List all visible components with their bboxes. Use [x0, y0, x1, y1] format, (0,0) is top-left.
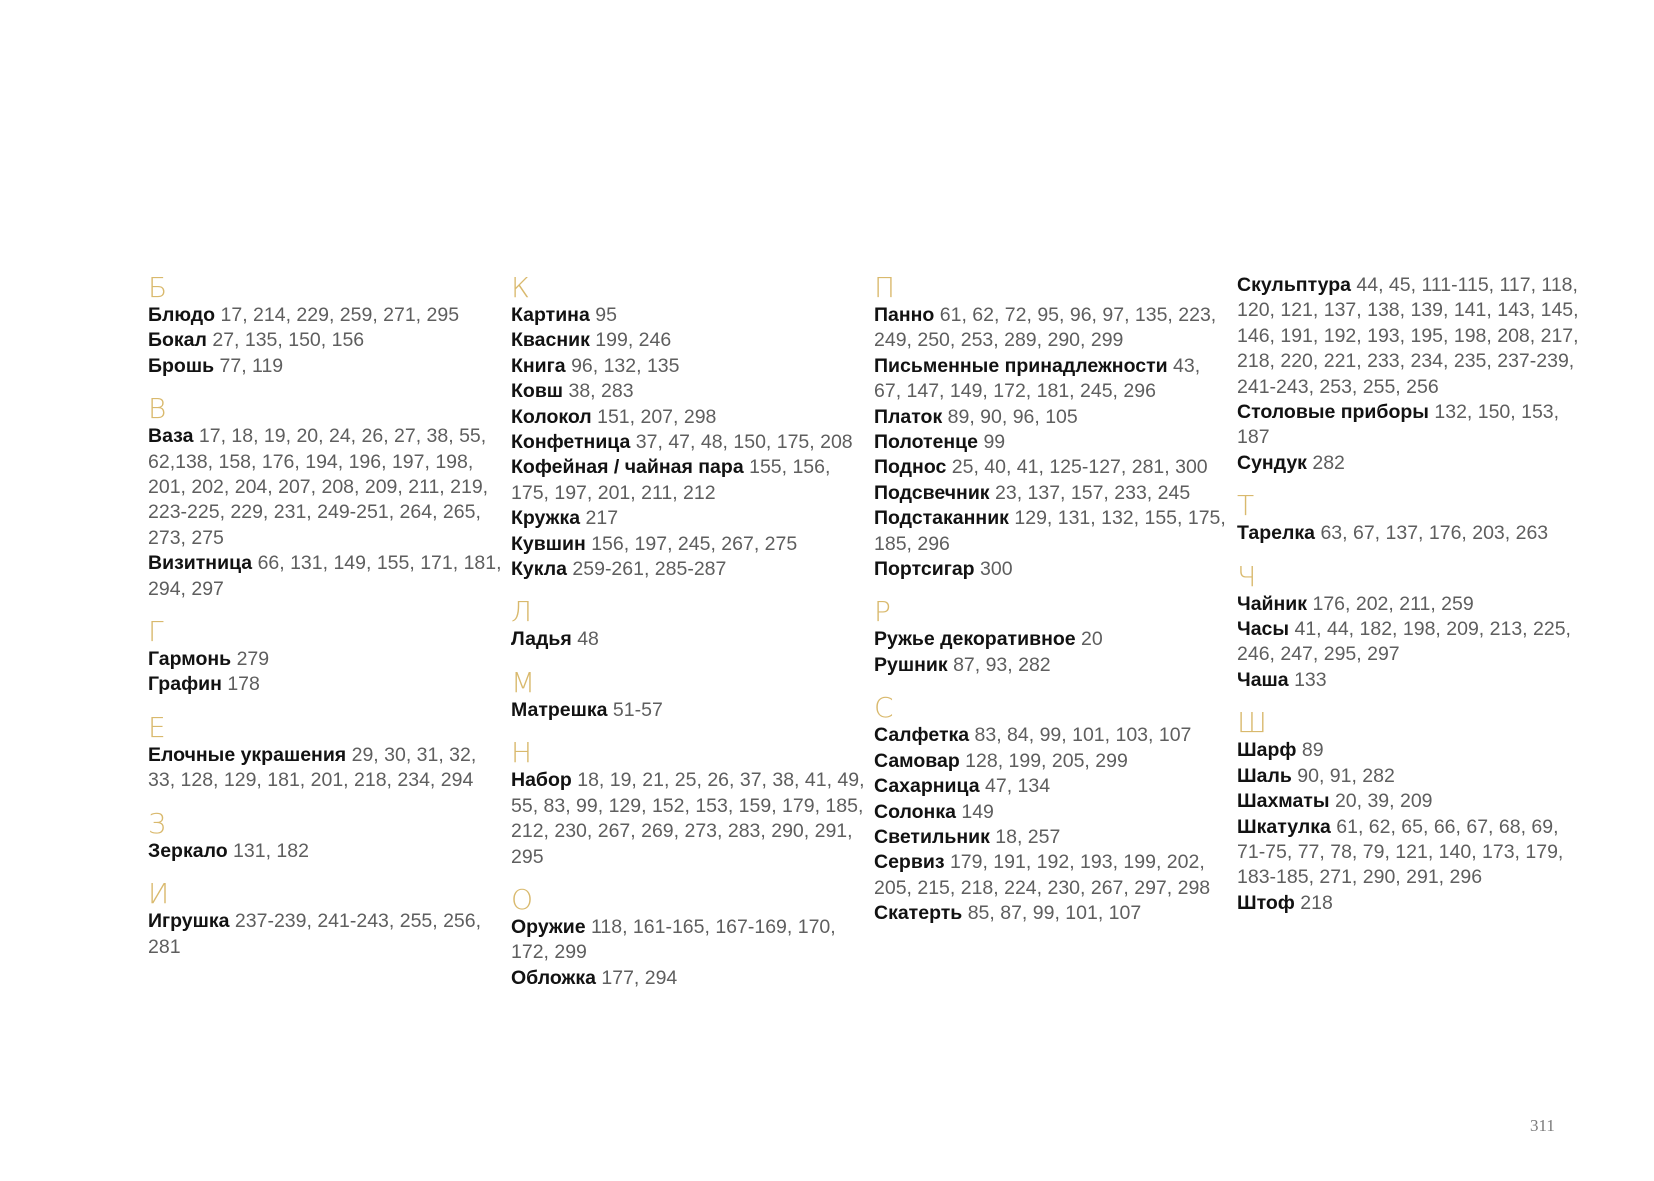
- index-section: [511, 738, 874, 870]
- entry-pages: 20: [1081, 628, 1103, 651]
- entry-term: Сервиз: [874, 851, 945, 874]
- entry-term: Кукла: [511, 558, 567, 581]
- entry-pages: 89: [1301, 739, 1324, 762]
- entry-term: Солонка: [874, 800, 956, 823]
- section-letter: Ч: [1237, 559, 1257, 593]
- entry-pages: 99: [983, 431, 1006, 454]
- index-entry: [1237, 815, 1600, 891]
- index-entry: [874, 749, 1237, 774]
- entry-term: Сахарница: [874, 775, 980, 798]
- entry-term: Кофейная / чайная пара: [511, 456, 744, 479]
- page-number: 311: [1530, 1116, 1555, 1135]
- entry-term: Кружка: [511, 507, 581, 530]
- entry-term: Ружье декоративное: [874, 628, 1076, 651]
- entry-term: Зеркало: [148, 839, 228, 862]
- index-entry: [1237, 273, 1600, 400]
- entry-term: Столовые приборы: [1237, 401, 1429, 424]
- entry-term: Шаль: [1237, 764, 1292, 787]
- entry-term: Тарелка: [1237, 522, 1316, 545]
- entry-pages: 89, 90, 96, 105: [947, 405, 1078, 428]
- entry-pages: 27, 135, 150, 156: [212, 329, 365, 352]
- entry-term: Рушник: [874, 653, 948, 676]
- index-section: [511, 665, 874, 723]
- index-section: [148, 273, 511, 379]
- entry-term: Конфетница: [511, 431, 631, 454]
- entry-pages: 47, 134: [985, 775, 1051, 798]
- entry-pages: 85, 87, 99, 101, 107: [967, 902, 1142, 925]
- index-entry: [511, 303, 874, 328]
- entry-term: Матрешка: [511, 698, 608, 721]
- section-letter: Р: [874, 595, 891, 629]
- entry-term: Картина: [511, 304, 590, 326]
- index-section: [1237, 708, 1600, 916]
- entry-term: Чаша: [1237, 668, 1289, 691]
- index-entry: [511, 768, 874, 870]
- entry-pages: 178: [227, 673, 260, 696]
- entry-pages: 300: [980, 558, 1013, 581]
- entry-pages: 41, 44, 182, 198, 209, 213, 225, 246, 247, 295, 297: [1237, 618, 1571, 666]
- index-entry: [511, 915, 874, 966]
- index-section: [1237, 273, 1600, 476]
- index-entry: [874, 506, 1237, 557]
- index-section: [1237, 559, 1600, 694]
- index-entry: [874, 354, 1237, 405]
- entry-pages: 131, 182: [233, 839, 309, 862]
- index-section: [148, 617, 511, 698]
- index-entry: [874, 481, 1237, 506]
- section-letter: Б: [148, 271, 168, 304]
- index-entry: [511, 698, 874, 723]
- index-entry: [1237, 400, 1600, 451]
- index-entry: [148, 551, 511, 602]
- entry-pages: 155, 156, 175, 197, 201, 211, 212: [511, 456, 831, 504]
- index-entry: [874, 850, 1237, 901]
- entry-term: Сундук: [1237, 451, 1307, 474]
- index-entry: [874, 800, 1237, 825]
- entry-pages: 29, 30, 31, 32, 33, 128, 129, 181, 201, 218, 234, 294: [148, 743, 477, 792]
- entry-pages: 83, 84, 99, 101, 103, 107: [974, 724, 1192, 747]
- index-entry: [511, 328, 874, 353]
- entry-term: Платок: [874, 405, 943, 428]
- index-entry: [1237, 789, 1600, 814]
- entry-term: Письменные принадлежности: [874, 354, 1168, 377]
- entry-pages: 96, 132, 135: [571, 354, 680, 377]
- section-letter: К: [511, 271, 530, 304]
- index-section: [1237, 491, 1600, 546]
- section-letter: О: [511, 882, 534, 916]
- entry-term: Ваза: [148, 425, 194, 448]
- entry-pages: 18, 19, 21, 25, 26, 37, 38, 41, 49, 55, 83, 99, 129, 152, 153, 159, 179, 185, 212, 230, 267, 269, 273, 283, 290, 291, 295: [511, 769, 865, 868]
- entry-pages: 118, 161-165, 167-169, 170, 172, 299: [511, 915, 836, 964]
- entry-pages: 179, 191, 192, 193, 199, 202, 205, 215, 218, 224, 230, 267, 297, 298: [874, 851, 1211, 899]
- index-entry: [148, 839, 511, 864]
- entry-term: Светильник: [874, 825, 990, 848]
- section-letter: В: [148, 392, 167, 426]
- section-letter: Т: [1237, 489, 1255, 523]
- entry-pages: 43, 67, 147, 149, 172, 181, 245, 296: [874, 354, 1201, 403]
- index-entry: [1237, 668, 1600, 693]
- section-letter: Л: [511, 595, 533, 629]
- entry-pages: 44, 45, 111-115, 117, 118, 120, 121, 137, 138, 139, 141, 143, 145, 146, 191, 192, 193, 195, 198, 208, 217, 218, 220, 221, 233, 234, 235, 237-239, 241-243, 253, 255, 256: [1237, 274, 1579, 398]
- index-section: [874, 597, 1237, 678]
- index-column: [1237, 273, 1600, 931]
- entry-term: Салфетка: [874, 724, 970, 747]
- index-section: [511, 882, 874, 991]
- index-section: [148, 879, 511, 960]
- section-letter: С: [874, 691, 894, 725]
- entry-pages: 18, 257: [995, 825, 1061, 848]
- index-section: [511, 597, 874, 652]
- section-letter: Е: [148, 710, 166, 744]
- entry-pages: 176, 202, 211, 259: [1312, 592, 1474, 615]
- index-entry: [511, 506, 874, 531]
- index-entry: [1237, 764, 1600, 789]
- section-letter: И: [148, 877, 170, 911]
- index-entry: [148, 424, 511, 551]
- entry-pages: 77, 119: [219, 354, 284, 377]
- index-column: [148, 273, 511, 975]
- index-column: [874, 273, 1237, 942]
- entry-term: Штоф: [1237, 891, 1295, 914]
- index-entry: [874, 455, 1237, 480]
- entry-term: Елочные украшения: [148, 743, 347, 766]
- entry-term: Графин: [148, 673, 222, 696]
- entry-term: Блюдо: [148, 304, 216, 326]
- entry-pages: 87, 93, 282: [953, 653, 1051, 676]
- entry-pages: 132, 150, 153, 187: [1237, 401, 1560, 449]
- entry-term: Шахматы: [1237, 790, 1330, 813]
- entry-pages: 37, 47, 48, 150, 175, 208: [635, 431, 853, 454]
- index-entry: [874, 405, 1237, 430]
- index-section: [148, 806, 511, 864]
- entry-pages: 156, 197, 245, 267, 275: [591, 532, 798, 555]
- entry-term: Бокал: [148, 329, 207, 352]
- entry-pages: 149: [961, 800, 994, 823]
- index-entry: [148, 328, 511, 353]
- entry-pages: 23, 137, 157, 233, 245: [995, 481, 1191, 504]
- entry-term: Самовар: [874, 749, 960, 772]
- entry-term: Скульптура: [1237, 274, 1351, 296]
- index-entry: [511, 966, 874, 991]
- entry-pages: 177, 294: [601, 966, 678, 989]
- entry-term: Квасник: [511, 329, 590, 352]
- index-entry: [148, 303, 511, 328]
- index-entry: [874, 303, 1237, 354]
- entry-pages: 38, 283: [568, 380, 634, 403]
- entry-pages: 20, 39, 209: [1334, 790, 1433, 813]
- index-entry: [511, 557, 874, 582]
- index-entry: [1237, 521, 1600, 546]
- entry-term: Игрушка: [148, 910, 230, 933]
- entry-term: Кувшин: [511, 532, 586, 555]
- entry-pages: 133: [1294, 668, 1327, 691]
- entry-pages: 17, 18, 19, 20, 24, 26, 27, 38, 55, 62,138, 158, 176, 194, 196, 197, 198, 201, 202, 204, 207, 208, 209, 211, 219, 223-225, 229, 231, 249-251, 264, 265, 273, 275: [148, 425, 489, 549]
- entry-pages: 48: [577, 628, 599, 651]
- entry-term: Часы: [1237, 618, 1290, 641]
- entry-pages: 95: [595, 304, 617, 326]
- entry-term: Оружие: [511, 915, 586, 938]
- index-entry: [148, 743, 511, 794]
- index-entry: [1237, 617, 1600, 668]
- entry-term: Чайник: [1237, 592, 1308, 615]
- index-entry: [148, 354, 511, 379]
- section-letter: Ш: [1237, 706, 1267, 740]
- entry-pages: 25, 40, 41, 125-127, 281, 300: [951, 456, 1208, 479]
- entry-term: Скатерть: [874, 902, 963, 925]
- index-entry: [148, 647, 511, 672]
- entry-term: Набор: [511, 769, 572, 792]
- entry-pages: 282: [1312, 451, 1345, 474]
- index-entry: [511, 405, 874, 430]
- entry-pages: 217: [585, 507, 619, 530]
- entry-term: Поднос: [874, 456, 947, 479]
- index-entry: [1237, 592, 1600, 617]
- index-entry: [511, 379, 874, 404]
- entry-pages: 151, 207, 298: [597, 405, 717, 428]
- entry-term: Брошь: [148, 354, 215, 377]
- index-entry: [511, 430, 874, 455]
- entry-term: Ковш: [511, 380, 564, 403]
- section-letter: П: [874, 271, 896, 304]
- entry-term: Портсигар: [874, 558, 975, 581]
- index-column: [511, 273, 874, 1006]
- index-entry: [874, 825, 1237, 850]
- entry-pages: 128, 199, 205, 299: [965, 749, 1128, 772]
- index-entry: [511, 455, 874, 506]
- alphabetical-index: [148, 273, 1600, 1006]
- entry-pages: 90, 91, 282: [1297, 764, 1395, 787]
- section-letter: Н: [511, 736, 533, 770]
- index-entry: [148, 909, 511, 960]
- entry-term: Шарф: [1237, 739, 1297, 762]
- entry-term: Полотенце: [874, 431, 979, 454]
- entry-term: Гармонь: [148, 648, 232, 671]
- entry-term: Подсвечник: [874, 481, 990, 504]
- index-entry: [148, 672, 511, 697]
- index-entry: [1237, 451, 1600, 476]
- entry-term: Обложка: [511, 966, 596, 989]
- section-letter: М: [511, 665, 536, 699]
- entry-pages: 17, 214, 229, 259, 271, 295: [220, 304, 460, 326]
- entry-pages: 63, 67, 137, 176, 203, 263: [1320, 522, 1549, 545]
- entry-pages: 259-261, 285-287: [572, 558, 727, 581]
- index-entry: [874, 430, 1237, 455]
- index-section: [148, 394, 511, 602]
- entry-term: Панно: [874, 304, 935, 326]
- index-entry: [874, 557, 1237, 582]
- index-entry: [511, 532, 874, 557]
- entry-pages: 51-57: [612, 698, 663, 721]
- index-section: [148, 710, 511, 794]
- index-entry: [874, 653, 1237, 678]
- index-entry: [874, 627, 1237, 652]
- index-entry: [874, 901, 1237, 926]
- entry-pages: 237-239, 241-243, 255, 256, 281: [148, 910, 482, 958]
- entry-pages: 66, 131, 149, 155, 171, 181, 294, 297: [148, 552, 502, 600]
- index-entry: [1237, 738, 1600, 763]
- entry-term: Шкатулка: [1237, 815, 1331, 838]
- section-letter: Г: [148, 615, 164, 649]
- entry-term: Книга: [511, 354, 566, 377]
- entry-pages: 61, 62, 72, 95, 96, 97, 135, 223, 249, 250, 253, 289, 290, 299: [874, 304, 1217, 352]
- index-entry: [511, 627, 874, 652]
- entry-term: Визитница: [148, 552, 253, 575]
- section-letter: З: [148, 806, 166, 840]
- index-section: [511, 273, 874, 582]
- index-entry: [874, 774, 1237, 799]
- entry-term: Подстаканник: [874, 507, 1009, 530]
- entry-term: Ладья: [511, 628, 572, 651]
- index-section: [874, 693, 1237, 926]
- entry-pages: 199, 246: [595, 329, 672, 352]
- entry-pages: 279: [236, 648, 270, 671]
- index-entry: [874, 723, 1237, 748]
- entry-pages: 218: [1300, 891, 1333, 914]
- index-entry: [1237, 891, 1600, 916]
- entry-pages: 129, 131, 132, 155, 175, 185, 296: [874, 507, 1226, 555]
- index-entry: [511, 354, 874, 379]
- index-section: [874, 273, 1237, 582]
- entry-term: Колокол: [511, 405, 592, 428]
- entry-pages: 61, 62, 65, 66, 67, 68, 69, 71-75, 77, 78, 79, 121, 140, 173, 179, 183-185, 271, 290, 291, 296: [1237, 815, 1564, 889]
